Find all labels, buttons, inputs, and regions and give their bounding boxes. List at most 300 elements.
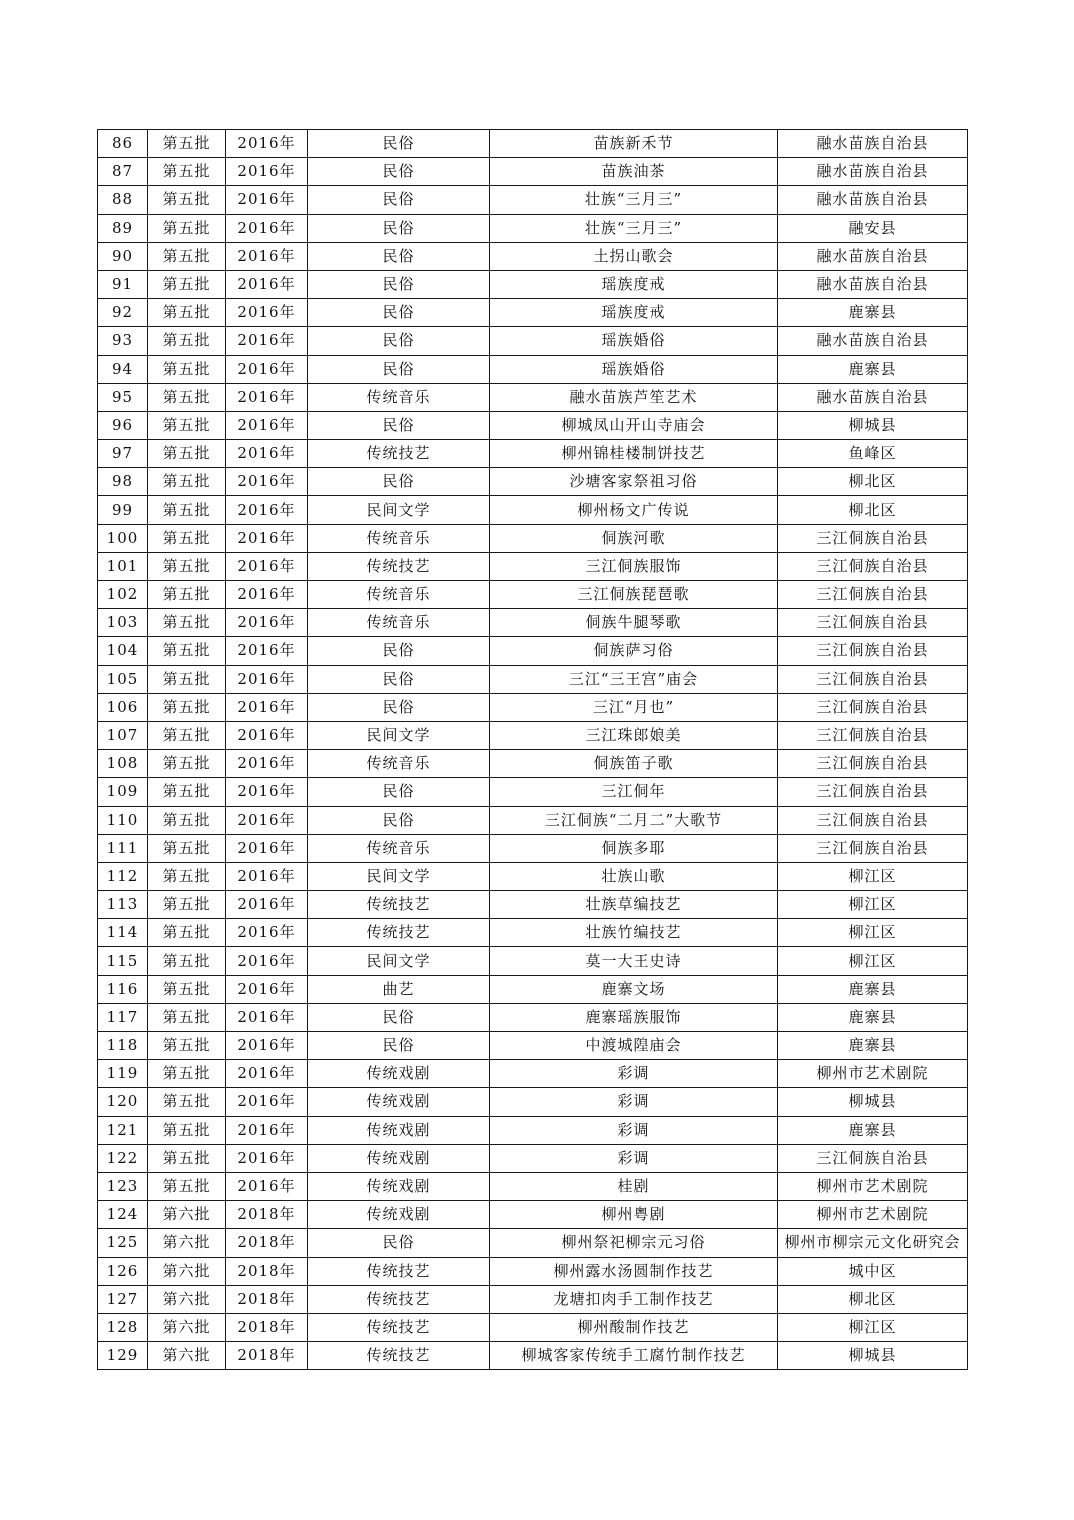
item-name-cell: 柳州锦桂楼制饼技艺	[490, 440, 778, 468]
protection-unit-cell: 三江侗族自治县	[778, 609, 968, 637]
year-cell: 2016年	[226, 327, 308, 355]
row-number-cell: 112	[98, 862, 148, 890]
row-number-cell: 121	[98, 1116, 148, 1144]
protection-unit-cell: 三江侗族自治县	[778, 806, 968, 834]
table-row	[98, 327, 968, 355]
category-cell: 民俗	[308, 242, 490, 270]
item-name-cell: 壮族“三月三”	[490, 214, 778, 242]
batch-cell: 第六批	[148, 1313, 226, 1341]
protection-unit-cell: 鹿寨县	[778, 1003, 968, 1031]
protection-unit-cell: 柳州市艺术剧院	[778, 1201, 968, 1229]
year-cell: 2016年	[226, 806, 308, 834]
batch-cell: 第六批	[148, 1201, 226, 1229]
batch-cell: 第五批	[148, 299, 226, 327]
year-cell: 2016年	[226, 383, 308, 411]
category-cell: 传统技艺	[308, 1257, 490, 1285]
protection-unit-cell: 三江侗族自治县	[778, 637, 968, 665]
batch-cell: 第五批	[148, 581, 226, 609]
table-row	[98, 411, 968, 439]
row-number-cell: 101	[98, 552, 148, 580]
category-cell: 民俗	[308, 299, 490, 327]
item-name-cell: 壮族竹编技艺	[490, 919, 778, 947]
batch-cell: 第五批	[148, 891, 226, 919]
table-row	[98, 158, 968, 186]
row-number-cell: 103	[98, 609, 148, 637]
year-cell: 2016年	[226, 468, 308, 496]
row-number-cell: 94	[98, 355, 148, 383]
year-cell: 2016年	[226, 299, 308, 327]
year-cell: 2016年	[226, 947, 308, 975]
category-cell: 传统戏剧	[308, 1060, 490, 1088]
year-cell: 2016年	[226, 242, 308, 270]
table-row	[98, 242, 968, 270]
table-row	[98, 1172, 968, 1200]
category-cell: 民俗	[308, 665, 490, 693]
row-number-cell: 111	[98, 834, 148, 862]
year-cell: 2016年	[226, 355, 308, 383]
batch-cell: 第五批	[148, 637, 226, 665]
batch-cell: 第五批	[148, 834, 226, 862]
year-cell: 2016年	[226, 834, 308, 862]
batch-cell: 第六批	[148, 1285, 226, 1313]
item-name-cell: 龙塘扣肉手工制作技艺	[490, 1285, 778, 1313]
batch-cell: 第五批	[148, 552, 226, 580]
protection-unit-cell: 融水苗族自治县	[778, 242, 968, 270]
item-name-cell: 彩调	[490, 1060, 778, 1088]
year-cell: 2016年	[226, 440, 308, 468]
year-cell: 2016年	[226, 552, 308, 580]
table-body	[98, 130, 968, 1370]
row-number-cell: 119	[98, 1060, 148, 1088]
row-number-cell: 93	[98, 327, 148, 355]
row-number-cell: 107	[98, 721, 148, 749]
item-name-cell: 柳州粤剧	[490, 1201, 778, 1229]
item-name-cell: 柳城凤山开山寺庙会	[490, 411, 778, 439]
protection-unit-cell: 融水苗族自治县	[778, 327, 968, 355]
table-row	[98, 834, 968, 862]
table-row	[98, 637, 968, 665]
category-cell: 民间文学	[308, 862, 490, 890]
table-row	[98, 552, 968, 580]
protection-unit-cell: 柳江区	[778, 1313, 968, 1341]
batch-cell: 第五批	[148, 214, 226, 242]
year-cell: 2018年	[226, 1285, 308, 1313]
category-cell: 传统音乐	[308, 524, 490, 552]
category-cell: 民间文学	[308, 496, 490, 524]
category-cell: 民俗	[308, 637, 490, 665]
table-row	[98, 862, 968, 890]
protection-unit-cell: 柳江区	[778, 891, 968, 919]
protection-unit-cell: 柳北区	[778, 496, 968, 524]
year-cell: 2018年	[226, 1229, 308, 1257]
row-number-cell: 129	[98, 1342, 148, 1370]
category-cell: 民俗	[308, 214, 490, 242]
batch-cell: 第五批	[148, 806, 226, 834]
year-cell: 2016年	[226, 609, 308, 637]
item-name-cell: 瑶族度戒	[490, 270, 778, 298]
batch-cell: 第六批	[148, 1342, 226, 1370]
year-cell: 2016年	[226, 186, 308, 214]
item-name-cell: 三江“三王宫”庙会	[490, 665, 778, 693]
row-number-cell: 116	[98, 975, 148, 1003]
item-name-cell: 壮族山歌	[490, 862, 778, 890]
year-cell: 2016年	[226, 214, 308, 242]
batch-cell: 第六批	[148, 1229, 226, 1257]
table-row	[98, 1003, 968, 1031]
item-name-cell: 壮族“三月三”	[490, 186, 778, 214]
table-row	[98, 214, 968, 242]
year-cell: 2016年	[226, 862, 308, 890]
table-row	[98, 1088, 968, 1116]
batch-cell: 第五批	[148, 778, 226, 806]
protection-unit-cell: 三江侗族自治县	[778, 665, 968, 693]
row-number-cell: 89	[98, 214, 148, 242]
protection-unit-cell: 鹿寨县	[778, 1032, 968, 1060]
item-name-cell: 侗族笛子歌	[490, 750, 778, 778]
year-cell: 2016年	[226, 1060, 308, 1088]
row-number-cell: 102	[98, 581, 148, 609]
row-number-cell: 105	[98, 665, 148, 693]
table-row	[98, 750, 968, 778]
category-cell: 传统戏剧	[308, 1201, 490, 1229]
batch-cell: 第五批	[148, 524, 226, 552]
category-cell: 传统戏剧	[308, 1116, 490, 1144]
row-number-cell: 124	[98, 1201, 148, 1229]
category-cell: 民俗	[308, 355, 490, 383]
item-name-cell: 彩调	[490, 1088, 778, 1116]
category-cell: 传统技艺	[308, 1313, 490, 1341]
category-cell: 传统技艺	[308, 1285, 490, 1313]
batch-cell: 第五批	[148, 919, 226, 947]
batch-cell: 第五批	[148, 186, 226, 214]
table-row	[98, 975, 968, 1003]
year-cell: 2018年	[226, 1201, 308, 1229]
category-cell: 民俗	[308, 270, 490, 298]
year-cell: 2016年	[226, 524, 308, 552]
protection-unit-cell: 柳江区	[778, 919, 968, 947]
batch-cell: 第五批	[148, 609, 226, 637]
item-name-cell: 柳城客家传统手工腐竹制作技艺	[490, 1342, 778, 1370]
row-number-cell: 114	[98, 919, 148, 947]
row-number-cell: 104	[98, 637, 148, 665]
year-cell: 2016年	[226, 891, 308, 919]
year-cell: 2016年	[226, 411, 308, 439]
row-number-cell: 110	[98, 806, 148, 834]
batch-cell: 第五批	[148, 693, 226, 721]
batch-cell: 第六批	[148, 1257, 226, 1285]
item-name-cell: 柳州杨文广传说	[490, 496, 778, 524]
category-cell: 民俗	[308, 327, 490, 355]
protection-unit-cell: 三江侗族自治县	[778, 581, 968, 609]
item-name-cell: 侗族萨习俗	[490, 637, 778, 665]
row-number-cell: 99	[98, 496, 148, 524]
category-cell: 民俗	[308, 1003, 490, 1031]
item-name-cell: 彩调	[490, 1144, 778, 1172]
item-name-cell: 中渡城隍庙会	[490, 1032, 778, 1060]
protection-unit-cell: 三江侗族自治县	[778, 834, 968, 862]
item-name-cell: 苗族油茶	[490, 158, 778, 186]
table-row	[98, 947, 968, 975]
protection-unit-cell: 融水苗族自治县	[778, 130, 968, 158]
year-cell: 2016年	[226, 721, 308, 749]
table-row	[98, 806, 968, 834]
batch-cell: 第五批	[148, 1060, 226, 1088]
item-name-cell: 三江“月也”	[490, 693, 778, 721]
batch-cell: 第五批	[148, 496, 226, 524]
protection-unit-cell: 鹿寨县	[778, 299, 968, 327]
category-cell: 传统戏剧	[308, 1144, 490, 1172]
item-name-cell: 柳州露水汤圆制作技艺	[490, 1257, 778, 1285]
table-row	[98, 299, 968, 327]
batch-cell: 第五批	[148, 1088, 226, 1116]
year-cell: 2016年	[226, 130, 308, 158]
year-cell: 2016年	[226, 750, 308, 778]
category-cell: 民俗	[308, 186, 490, 214]
row-number-cell: 100	[98, 524, 148, 552]
protection-unit-cell: 鹿寨县	[778, 355, 968, 383]
protection-unit-cell: 三江侗族自治县	[778, 778, 968, 806]
year-cell: 2016年	[226, 919, 308, 947]
batch-cell: 第五批	[148, 270, 226, 298]
table-row	[98, 468, 968, 496]
batch-cell: 第五批	[148, 1116, 226, 1144]
year-cell: 2016年	[226, 1172, 308, 1200]
table-row	[98, 609, 968, 637]
table-row	[98, 440, 968, 468]
protection-unit-cell: 融水苗族自治县	[778, 158, 968, 186]
item-name-cell: 瑶族度戒	[490, 299, 778, 327]
row-number-cell: 113	[98, 891, 148, 919]
year-cell: 2018年	[226, 1313, 308, 1341]
batch-cell: 第五批	[148, 468, 226, 496]
table-row	[98, 1060, 968, 1088]
year-cell: 2016年	[226, 1088, 308, 1116]
year-cell: 2016年	[226, 1032, 308, 1060]
protection-unit-cell: 三江侗族自治县	[778, 552, 968, 580]
category-cell: 民俗	[308, 411, 490, 439]
table-row	[98, 1144, 968, 1172]
row-number-cell: 87	[98, 158, 148, 186]
item-name-cell: 三江珠郎娘美	[490, 721, 778, 749]
table-row	[98, 1032, 968, 1060]
batch-cell: 第五批	[148, 355, 226, 383]
protection-unit-cell: 三江侗族自治县	[778, 524, 968, 552]
category-cell: 传统技艺	[308, 919, 490, 947]
batch-cell: 第五批	[148, 1003, 226, 1031]
protection-unit-cell: 融安县	[778, 214, 968, 242]
batch-cell: 第五批	[148, 947, 226, 975]
category-cell: 民俗	[308, 130, 490, 158]
category-cell: 传统音乐	[308, 383, 490, 411]
year-cell: 2016年	[226, 496, 308, 524]
item-name-cell: 三江侗族琵琶歌	[490, 581, 778, 609]
batch-cell: 第五批	[148, 721, 226, 749]
category-cell: 民间文学	[308, 947, 490, 975]
row-number-cell: 92	[98, 299, 148, 327]
batch-cell: 第五批	[148, 411, 226, 439]
item-name-cell: 鹿寨文场	[490, 975, 778, 1003]
protection-unit-cell: 三江侗族自治县	[778, 750, 968, 778]
table-row	[98, 1342, 968, 1370]
item-name-cell: 三江侗族服饰	[490, 552, 778, 580]
protection-unit-cell: 融水苗族自治县	[778, 270, 968, 298]
category-cell: 传统技艺	[308, 1342, 490, 1370]
category-cell: 传统音乐	[308, 750, 490, 778]
protection-unit-cell: 柳江区	[778, 862, 968, 890]
category-cell: 传统音乐	[308, 609, 490, 637]
row-number-cell: 106	[98, 693, 148, 721]
row-number-cell: 128	[98, 1313, 148, 1341]
year-cell: 2016年	[226, 975, 308, 1003]
row-number-cell: 90	[98, 242, 148, 270]
protection-unit-cell: 三江侗族自治县	[778, 693, 968, 721]
item-name-cell: 侗族牛腿琴歌	[490, 609, 778, 637]
category-cell: 民俗	[308, 778, 490, 806]
batch-cell: 第五批	[148, 665, 226, 693]
item-name-cell: 苗族新禾节	[490, 130, 778, 158]
batch-cell: 第五批	[148, 862, 226, 890]
table-row	[98, 1116, 968, 1144]
item-name-cell: 三江侗年	[490, 778, 778, 806]
item-name-cell: 融水苗族芦笙艺术	[490, 383, 778, 411]
batch-cell: 第五批	[148, 1144, 226, 1172]
category-cell: 传统戏剧	[308, 1088, 490, 1116]
year-cell: 2016年	[226, 270, 308, 298]
batch-cell: 第五批	[148, 242, 226, 270]
category-cell: 民俗	[308, 158, 490, 186]
protection-unit-cell: 柳城县	[778, 1088, 968, 1116]
row-number-cell: 88	[98, 186, 148, 214]
year-cell: 2016年	[226, 1144, 308, 1172]
batch-cell: 第五批	[148, 1032, 226, 1060]
category-cell: 民俗	[308, 1229, 490, 1257]
table-row	[98, 891, 968, 919]
table-row	[98, 1201, 968, 1229]
item-name-cell: 彩调	[490, 1116, 778, 1144]
table-row	[98, 919, 968, 947]
protection-unit-cell: 柳北区	[778, 1285, 968, 1313]
item-name-cell: 莫一大王史诗	[490, 947, 778, 975]
item-name-cell: 侗族多耶	[490, 834, 778, 862]
item-name-cell: 壮族草编技艺	[490, 891, 778, 919]
protection-unit-cell: 柳州市艺术剧院	[778, 1060, 968, 1088]
table-row	[98, 581, 968, 609]
year-cell: 2016年	[226, 693, 308, 721]
batch-cell: 第五批	[148, 1172, 226, 1200]
protection-unit-cell: 鹿寨县	[778, 1116, 968, 1144]
table-row	[98, 693, 968, 721]
year-cell: 2016年	[226, 1116, 308, 1144]
batch-cell: 第五批	[148, 130, 226, 158]
item-name-cell: 沙塘客家祭祖习俗	[490, 468, 778, 496]
batch-cell: 第五批	[148, 327, 226, 355]
item-name-cell: 三江侗族“二月二”大歌节	[490, 806, 778, 834]
row-number-cell: 127	[98, 1285, 148, 1313]
item-name-cell: 侗族河歌	[490, 524, 778, 552]
table-row	[98, 496, 968, 524]
row-number-cell: 123	[98, 1172, 148, 1200]
table-row	[98, 186, 968, 214]
category-cell: 传统技艺	[308, 891, 490, 919]
item-name-cell: 土拐山歌会	[490, 242, 778, 270]
category-cell: 民俗	[308, 1032, 490, 1060]
table-row	[98, 778, 968, 806]
category-cell: 传统戏剧	[308, 1172, 490, 1200]
protection-unit-cell: 鹿寨县	[778, 975, 968, 1003]
heritage-list-table	[97, 129, 968, 1370]
row-number-cell: 96	[98, 411, 148, 439]
table-row	[98, 524, 968, 552]
item-name-cell: 柳州酸制作技艺	[490, 1313, 778, 1341]
batch-cell: 第五批	[148, 975, 226, 1003]
protection-unit-cell: 柳江区	[778, 947, 968, 975]
year-cell: 2018年	[226, 1342, 308, 1370]
row-number-cell: 120	[98, 1088, 148, 1116]
item-name-cell: 瑶族婚俗	[490, 355, 778, 383]
protection-unit-cell: 城中区	[778, 1257, 968, 1285]
item-name-cell: 瑶族婚俗	[490, 327, 778, 355]
category-cell: 传统技艺	[308, 440, 490, 468]
year-cell: 2016年	[226, 637, 308, 665]
item-name-cell: 鹿寨瑶族服饰	[490, 1003, 778, 1031]
protection-unit-cell: 鱼峰区	[778, 440, 968, 468]
batch-cell: 第五批	[148, 158, 226, 186]
row-number-cell: 125	[98, 1229, 148, 1257]
row-number-cell: 97	[98, 440, 148, 468]
protection-unit-cell: 融水苗族自治县	[778, 383, 968, 411]
category-cell: 民俗	[308, 468, 490, 496]
table-row	[98, 383, 968, 411]
row-number-cell: 118	[98, 1032, 148, 1060]
row-number-cell: 117	[98, 1003, 148, 1031]
item-name-cell: 柳州祭祀柳宗元习俗	[490, 1229, 778, 1257]
year-cell: 2016年	[226, 581, 308, 609]
row-number-cell: 98	[98, 468, 148, 496]
year-cell: 2016年	[226, 778, 308, 806]
row-number-cell: 108	[98, 750, 148, 778]
protection-unit-cell: 柳城县	[778, 411, 968, 439]
protection-unit-cell: 柳州市柳宗元文化研究会	[778, 1229, 968, 1257]
protection-unit-cell: 三江侗族自治县	[778, 1144, 968, 1172]
category-cell: 传统音乐	[308, 581, 490, 609]
category-cell: 民俗	[308, 806, 490, 834]
category-cell: 民间文学	[308, 721, 490, 749]
year-cell: 2016年	[226, 665, 308, 693]
row-number-cell: 95	[98, 383, 148, 411]
row-number-cell: 122	[98, 1144, 148, 1172]
category-cell: 传统技艺	[308, 552, 490, 580]
category-cell: 传统音乐	[308, 834, 490, 862]
year-cell: 2016年	[226, 158, 308, 186]
row-number-cell: 86	[98, 130, 148, 158]
protection-unit-cell: 柳北区	[778, 468, 968, 496]
table-row	[98, 665, 968, 693]
table-row	[98, 1285, 968, 1313]
category-cell: 民俗	[308, 693, 490, 721]
protection-unit-cell: 柳城县	[778, 1342, 968, 1370]
table-row	[98, 270, 968, 298]
row-number-cell: 109	[98, 778, 148, 806]
table-row	[98, 1229, 968, 1257]
row-number-cell: 115	[98, 947, 148, 975]
table-row	[98, 1313, 968, 1341]
protection-unit-cell: 柳州市艺术剧院	[778, 1172, 968, 1200]
batch-cell: 第五批	[148, 440, 226, 468]
row-number-cell: 91	[98, 270, 148, 298]
protection-unit-cell: 融水苗族自治县	[778, 186, 968, 214]
table-row	[98, 1257, 968, 1285]
row-number-cell: 126	[98, 1257, 148, 1285]
